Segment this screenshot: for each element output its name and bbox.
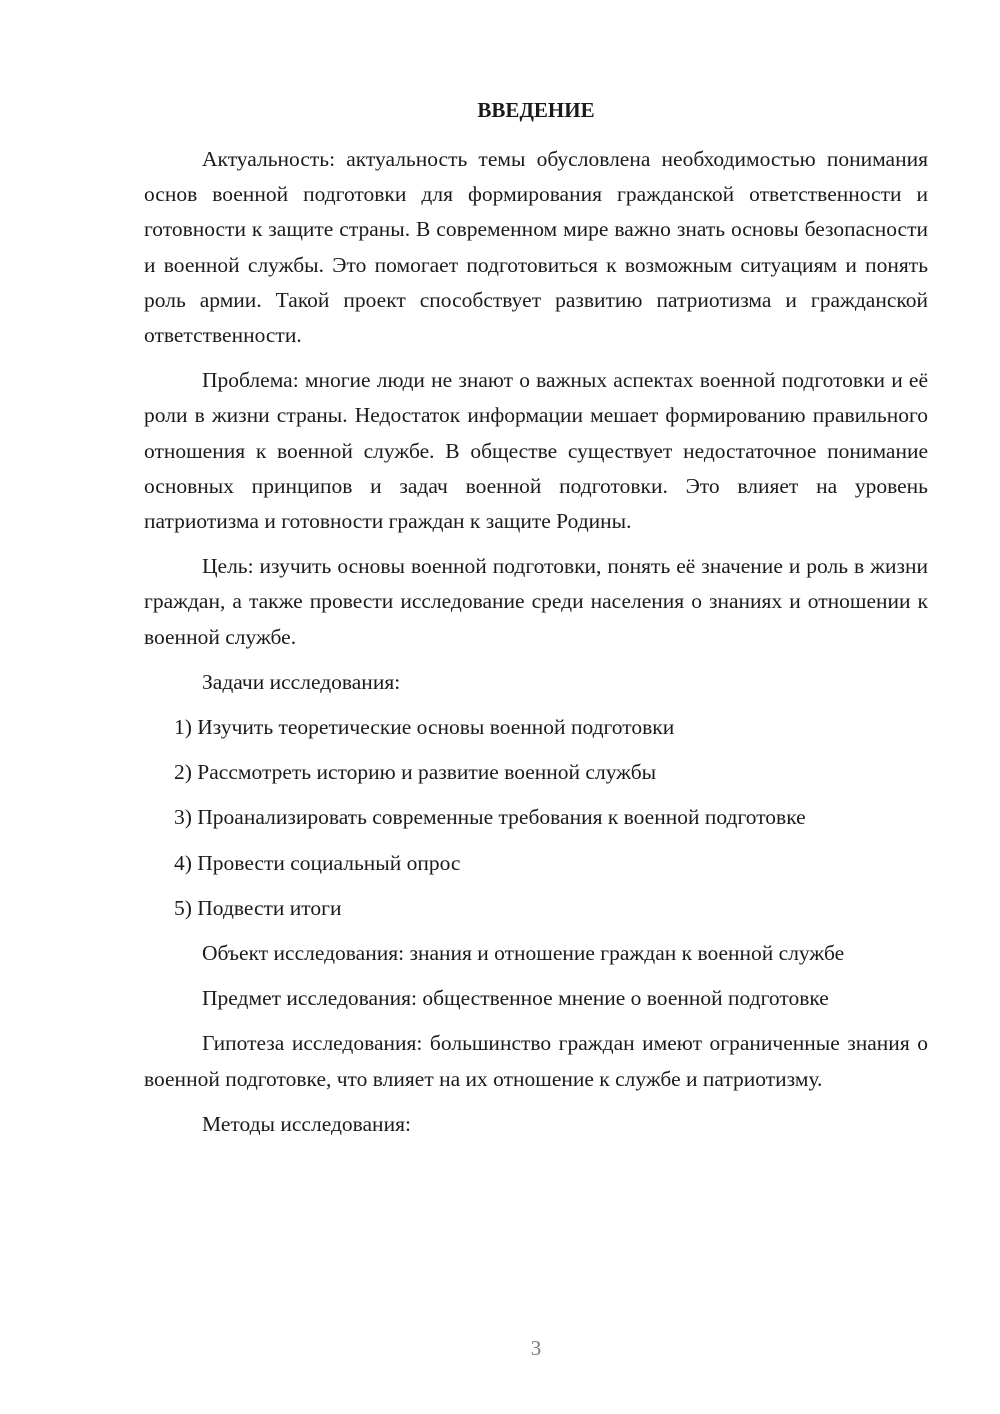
list-item: 4) Провести социальный опрос	[174, 850, 461, 875]
list-item: 5) Подвести итоги	[174, 895, 342, 920]
list-item: 2) Рассмотреть историю и развитие военной службы	[174, 760, 657, 785]
paragraph-tasks-heading: Задачи исследования:	[202, 669, 401, 694]
document-page	[144, 0, 928, 1414]
paragraph-problem: Проблема: многие люди не знают о важных аспектах военной подготовки и её роли в жизни страны. Недостаток информации мешает формированию правильного отношения к военной службе. В обществе существует недостаточное понимание основных принципов и задач военной подготовки. Это влияет на уровень патриотизма и готовности граждан к защите Родины.	[144, 368, 928, 534]
paragraph-methods: Методы исследования:	[202, 1111, 411, 1136]
tasks-list	[144, 710, 928, 926]
paragraph-relevance: Актуальность: актуальность темы обусловлена необходимостью понимания основ военной подготовки для формирования гражданской ответственности и готовности к защите страны. В современном мире важно знать основы безопасности и военной службы. Это помогает подготовиться к возможным ситуациям и понять роль армии. Такой проект способствует развитию патриотизма и гражданской ответственности.	[144, 147, 928, 348]
paragraph-hypothesis: Гипотеза исследования: большинство граждан имеют ограниченные знания о военной подготовке, что влияет на их отношение к службе и патриотизму.	[144, 1031, 928, 1091]
paragraph-goal: Цель: изучить основы военной подготовки, понять её значение и роль в жизни граждан, а также провести исследование среди населения о знаниях и отношении к военной службе.	[144, 554, 928, 649]
list-item: 3) Проанализировать современные требования к военной подготовке	[174, 805, 806, 830]
page-title: ВВЕДЕНИЕ	[477, 98, 595, 122]
page-number: 3	[530, 1336, 542, 1360]
document-body	[144, 142, 928, 1152]
list-item: 1) Изучить теоретические основы военной подготовки	[174, 715, 675, 740]
paragraph-subject: Предмет исследования: общественное мнение о военной подготовке	[202, 986, 829, 1011]
paragraph-object: Объект исследования: знания и отношение граждан к военной службе	[202, 941, 845, 966]
